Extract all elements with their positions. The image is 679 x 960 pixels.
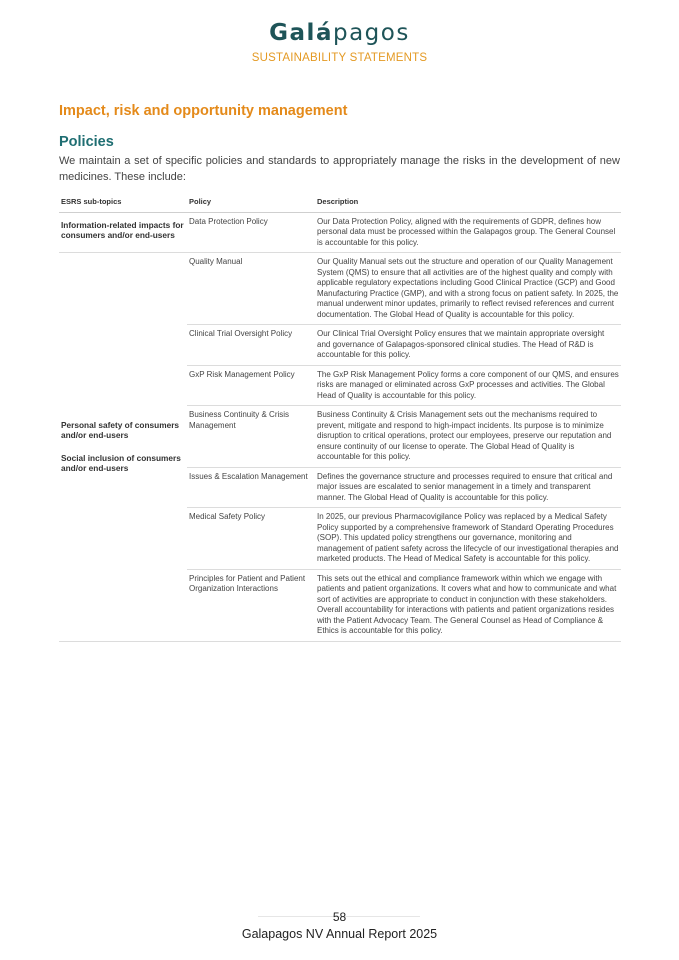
description-cell: Defines the governance structure and processes required to ensure that critical and major issues are escalated to senior management in a timely and transparent manner. The Global Head of Quality is accountable for this policy.: [315, 467, 621, 508]
report-name: Galapagos NV Annual Report 2025: [241, 927, 438, 941]
subtopic-social-inclusion: Social inclusion of consumers and/or end-users: [61, 452, 181, 474]
description-cell: In 2025, our previous Pharmacovigilance Policy was replaced by a Medical Safety Policy supported by a comprehensive framework of Standard Operating Procedures (SOP). This updated policy strengthens our governance, monitoring and management of patient safety across the lifecycle of our investigational therapies and marketed products. The Head of Medical Safety is accountable for this policy.: [315, 508, 621, 570]
description-cell: Our Data Protection Policy, aligned with the requirements of GDPR, defines how personal data must be processed within the Galapagos group. The General Counsel is accountable for this policy.: [315, 212, 621, 253]
page-number: 58: [332, 910, 347, 924]
intro-paragraph: We maintain a set of specific policies and standards to appropriately manage the risks in the development of new medicines. These include:: [59, 155, 620, 183]
description-cell: Our Quality Manual sets out the structure and operation of our Quality Management System (QMS) to ensure that all activities are of the highest quality and comply with applicable regulatory expectations including Good Clinical Practice (GCP) and Good Manufacturing Practice (GMP), and with a strong focus on patient safety. In 2025, the manual underwent minor updates, primarily to reflect revised references and current documentation. The Global Head of Quality is accountable for this policy.: [315, 253, 621, 325]
policy-cell: Issues & Escalation Management: [187, 467, 315, 508]
policy-cell: Medical Safety Policy: [187, 508, 315, 570]
subtopic-cell-group: [59, 253, 187, 642]
policy-cell: Clinical Trial Oversight Policy: [187, 325, 315, 366]
header-policy: Policy: [187, 194, 315, 212]
company-logo: [0, 20, 679, 46]
header-description: Description: [315, 194, 621, 212]
logo-text-bold: Galá: [269, 20, 333, 46]
subtopic-cell: Information-related impacts for consumers and/or end-users: [59, 212, 187, 253]
header-subtopics: ESRS sub-topics: [59, 194, 187, 212]
table-row: [59, 212, 621, 253]
policy-cell: Quality Manual: [187, 253, 315, 325]
logo-text-light: pagos: [332, 20, 410, 46]
table-header-row: [59, 194, 621, 212]
section-heading: Impact, risk and opportunity management: [59, 103, 348, 119]
policy-cell: GxP Risk Management Policy: [187, 365, 315, 406]
section-label: SUSTAINABILITY STATEMENTS: [251, 52, 428, 64]
description-cell: Business Continuity & Crisis Management sets out the mechanisms required to prevent, mitigate and respond to high-impact incidents. Its purpose is to minimize disruption to critical operations, protect our employees, preserve our reputation and ensure continuity of our license to operate. The Global Head of Quality is accountable for this policy.: [315, 406, 621, 468]
policy-cell: Data Protection Policy: [187, 212, 315, 253]
table-row: [59, 253, 621, 325]
description-cell: This sets out the ethical and compliance framework within which we engage with patients and patient organizations. It covers what and how to communicate and what sort of activities are appropriate to conduct in conjunction with these stakeholders. Overall accountability for interactions with patients and patient organizations resides with the Patient Advocacy Team. The General Counsel as Head of Compliance & Ethics is accountable for this policy.: [315, 569, 621, 641]
policy-cell: Principles for Patient and Patient Organization Interactions: [187, 569, 315, 641]
policy-cell: Business Continuity & Crisis Management: [187, 406, 315, 468]
subtopic-personal-safety: Personal safety of consumers and/or end-users: [61, 419, 180, 441]
policies-table: [59, 194, 621, 642]
description-cell: Our Clinical Trial Oversight Policy ensures that we maintain appropriate oversight and governance of Galapagos-sponsored clinical studies. The Head of R&D is accountable for this policy.: [315, 325, 621, 366]
description-cell: The GxP Risk Management Policy forms a core component of our QMS, and ensures risks are managed or eliminated across GxP processes and activities. The Global Head of Quality is accountable for this policy.: [315, 365, 621, 406]
policies-heading: Policies: [59, 134, 114, 150]
